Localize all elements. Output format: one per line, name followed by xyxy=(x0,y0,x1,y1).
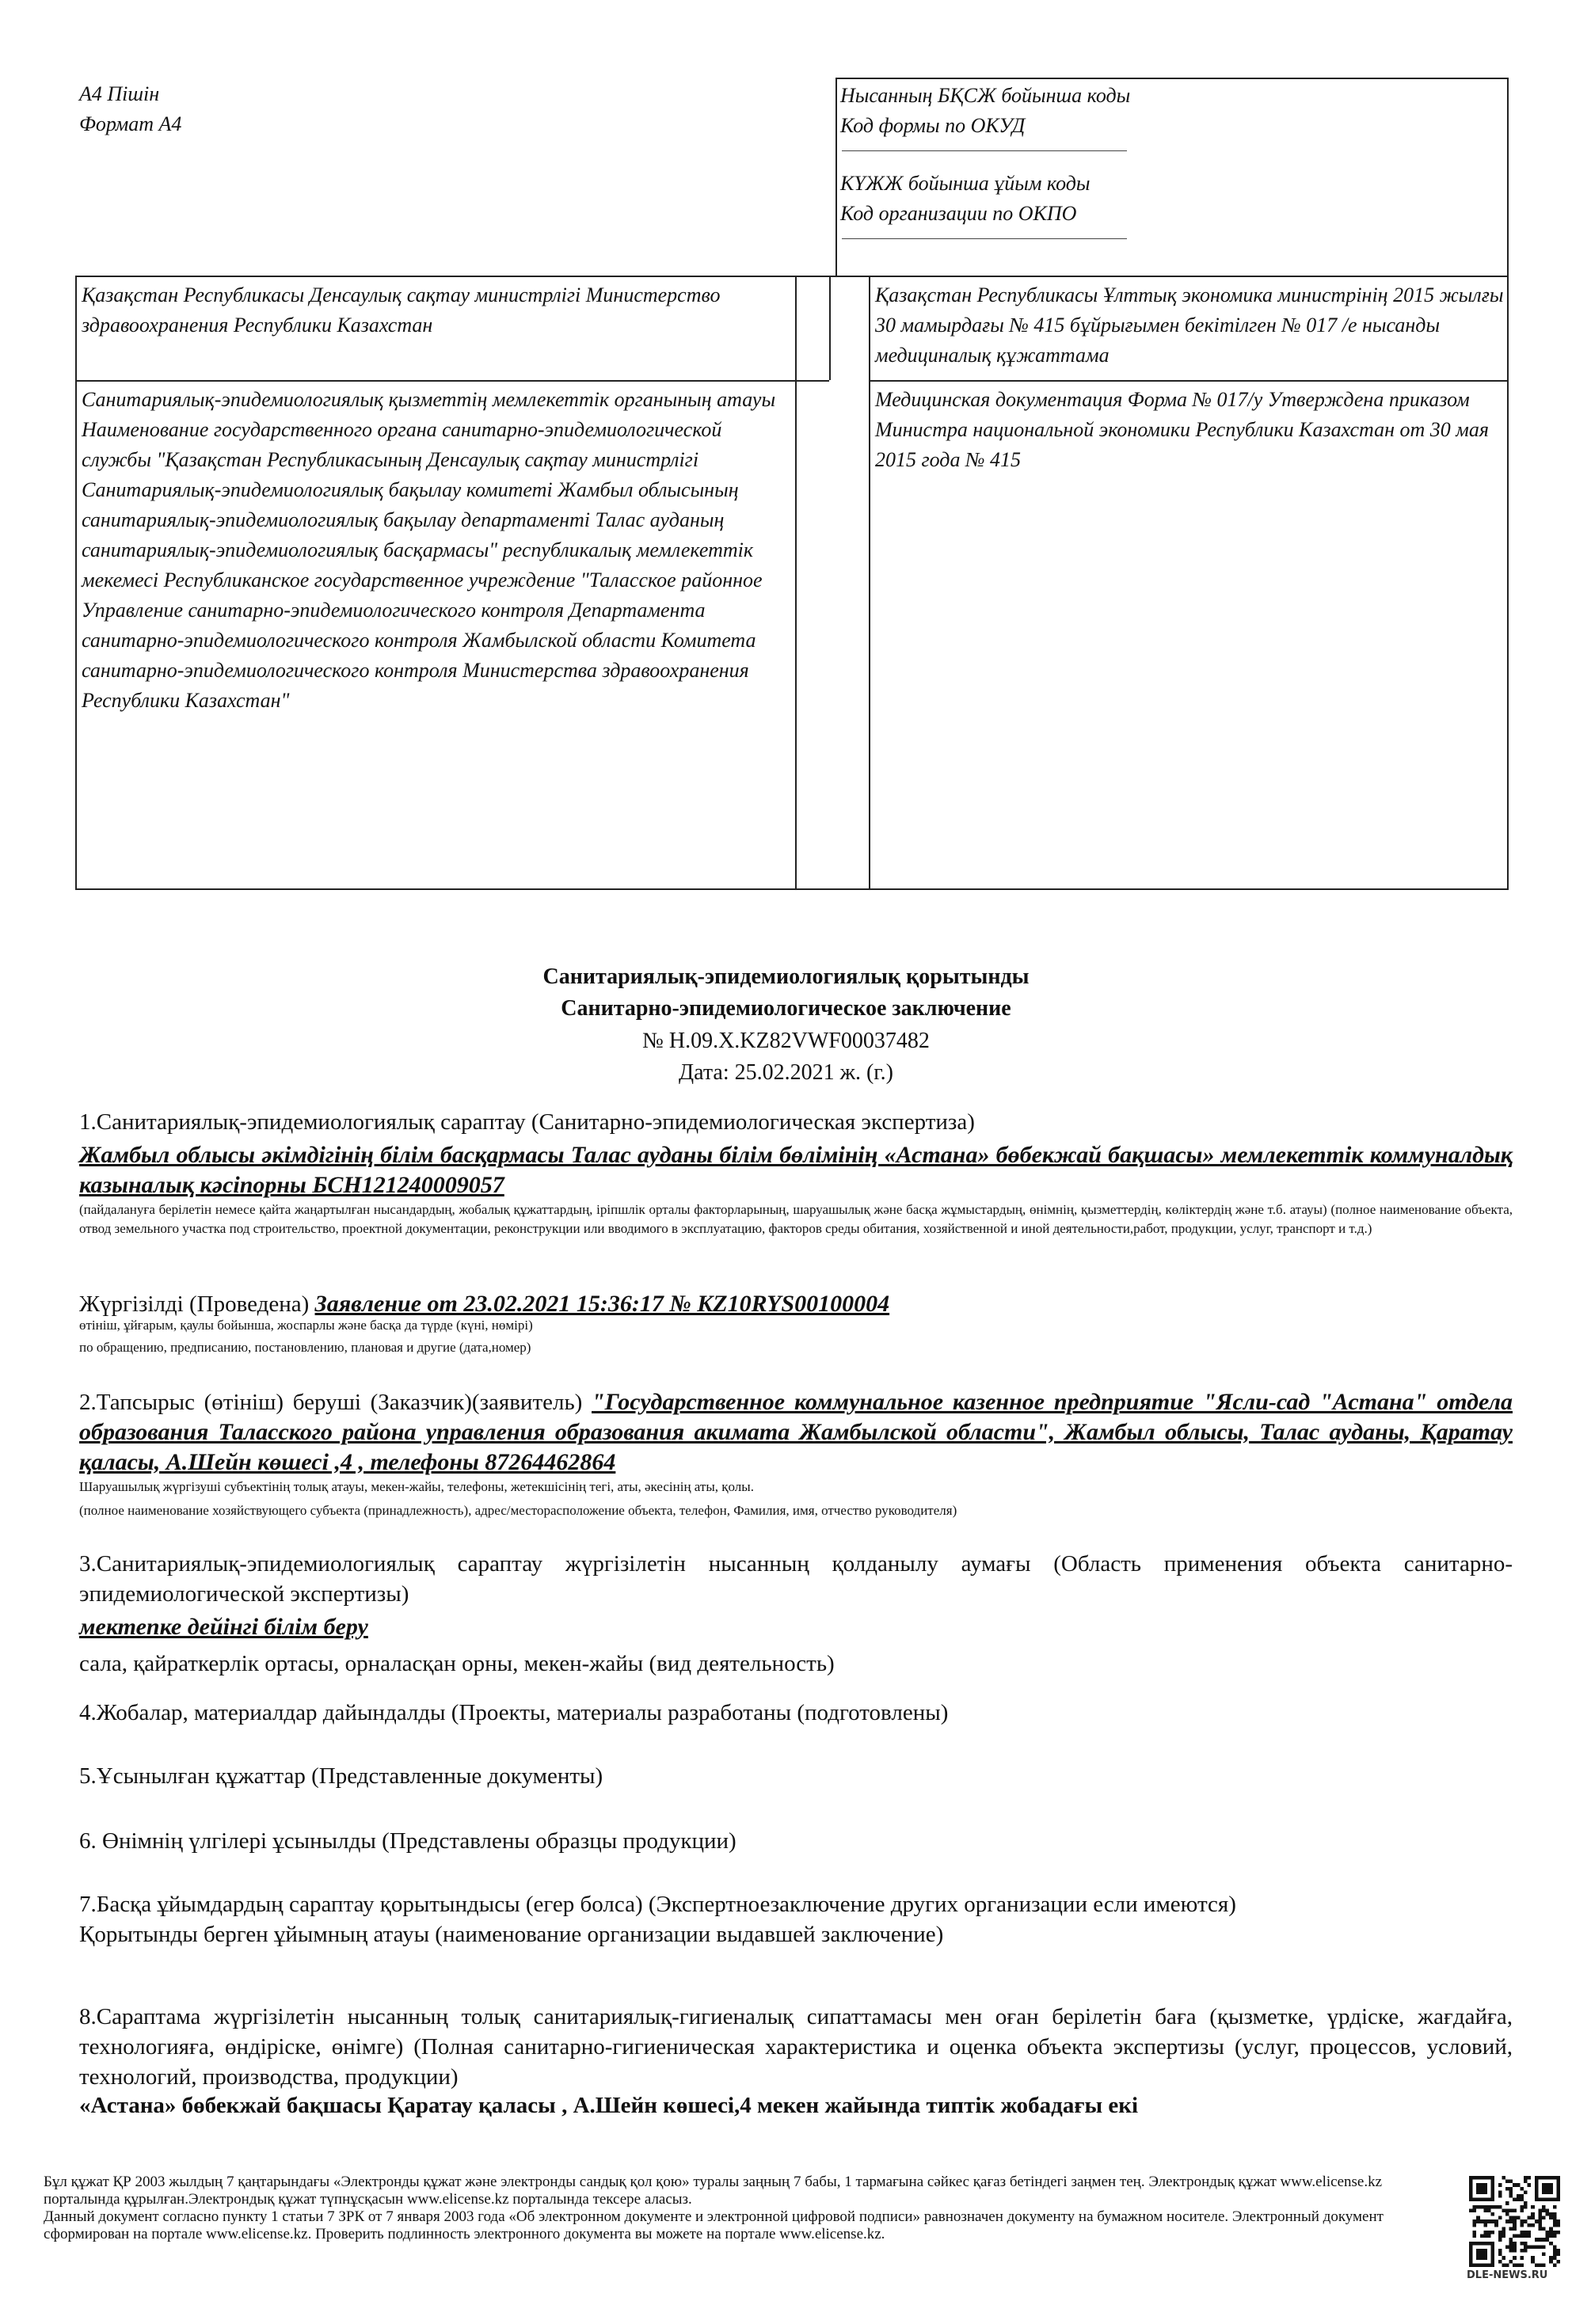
form-code-box xyxy=(835,78,1509,276)
section-5: 5.Ұсынылған құжаттар (Представленные документы) xyxy=(79,1763,603,1789)
section-2-note-ru: (полное наименование хозяйствующего субъекта (принадлежность), адрес/месторасположение объекта, телефон, Фамилия, имя, отчество руководителя) xyxy=(79,1503,957,1518)
okud-code-ru: Код формы по ОКУД xyxy=(840,114,1026,137)
grid-row-line-left xyxy=(77,380,829,382)
conducted-value: Заявление от 23.02.2021 15:36:17 № KZ10RYS00100004 xyxy=(314,1291,890,1317)
section-1-object: Жамбыл облысы әкімдігінің білім басқармасы Талас ауданы білім бөлімінің «Астана» бөбекжай бақшасы» мемлекеттік коммуналдық казыналық кәсіпорны БСН121240009057 xyxy=(79,1142,1513,1198)
form-format-kz: А4 Пішін xyxy=(79,82,160,105)
grid-divider-right xyxy=(869,277,870,888)
title-ru: Санитарно-эпидемиологическое заключение xyxy=(561,996,1011,1021)
okud-code-kz: Нысанның БҚСЖ бойынша коды xyxy=(840,84,1131,107)
approval-kz: Қазақстан Республикасы Ұлттық экономика министрінің 2015 жылғы 30 мамырдағы № 415 бұйрығымен бекітілген № 017 /е нысанды медициналық құжаттама xyxy=(875,283,1504,367)
header-grid xyxy=(75,276,1509,890)
section-1-note: (пайдалануға берілетін немесе қайта жаңартылған нысандардың, жобалық құжаттардың, іріпшлік орталы факторларының, шаруашылық және басқа жұмыстардың, өнімнің, қызметтердің, көліктердің және т.б. атауы) (полное наименование объекта, отвод земельного участка под строительство, проектной документации, реконструкции или вводимого в эксплуатацию, факторов среды обитания, хозяйственной и иной деятельности,работ, продукции, услуг, транспорт и т.д.) xyxy=(79,1202,1513,1236)
okpo-code-blank xyxy=(842,229,1127,239)
conclusion-date: Дата: 25.02.2021 ж. (г.) xyxy=(679,1060,893,1085)
ministry-name: Қазақстан Республикасы Денсаулық сақтау министрлігі Министерство здравоохранения Республики Казахстан xyxy=(82,283,721,337)
section-2-customer: "Государственное коммунальное казенное предприятие "Ясли-сад "Астана" отдела образования Таласского района управления образования акимата Жамбылской области", Жамбыл облысы, Талас ауданы, Қаратау қаласы, А.Шейн көшесі ,4 , телефоны 87264462864 xyxy=(79,1389,1513,1475)
footer xyxy=(44,2174,1453,2243)
conducted-note-ru: по обращению, предписанию, постановлению, плановая и другие (дата,номер) xyxy=(79,1340,531,1355)
okpo-code-kz: КҮЖЖ бойынша ұйым коды xyxy=(840,172,1091,195)
section-4: 4.Жобалар, материалдар дайындалды (Проекты, материалы разработаны (подготовлены) xyxy=(79,1700,949,1725)
section-3-note: сала, қайраткерлік ортасы, орналасқан орны, мекен-жайы (вид деятельность) xyxy=(79,1651,835,1676)
section-2 xyxy=(79,1387,1513,1478)
conducted-note-kz: өтініш, ұйғарым, қаулы бойынша, жоспарлы және басқа да түрде (күні, нөмірі) xyxy=(79,1318,533,1333)
form-format-label xyxy=(79,79,181,139)
section-8-heading: 8.Сараптама жүргізілетін нысанның толық санитариялық-гигиеналық сипаттамасы мен оған берілетін баға (қызметке, үрдіске, жағдайға, технологияға, өндіріске, өнімге) (Полная санитарно-гигиеническая характеристика и оценка объекта экспертизы (услуг, процессов, условий, технологий, производства, продукции) xyxy=(79,2004,1513,2090)
okpo-code-ru: Код организации по ОКПО xyxy=(840,202,1077,225)
approval-ru: Медицинская документация Форма № 017/у Утверждена приказом Министра национальной экономики Республики Казахстан от 30 мая 2015 года № 415 xyxy=(875,388,1489,471)
section-2-heading: 2.Тапсырыс (өтініш) беруші (Заказчик)(заявитель) xyxy=(79,1390,583,1415)
title-kz: Санитариялық-эпидемиологиялық қорытынды xyxy=(542,964,1030,989)
section-8-value: «Астана» бөбекжай бақшасы Қаратау қаласы , А.Шейн көшесі,4 мекен жайында типтік жобадағы екі xyxy=(79,2093,1139,2118)
form-format-ru: Формат А4 xyxy=(79,112,182,135)
conducted-line xyxy=(79,1289,1513,1319)
section-3-value: мектепке дейінгі білім беру xyxy=(79,1614,368,1640)
grid-divider-main xyxy=(795,277,797,888)
section-7-line2: Қорытынды берген ұйымның атауы (наименование организации выдавшей заключение) xyxy=(79,1922,944,1947)
authority-name: Санитариялық-эпидемиологиялық қызметтің мемлекеттік органының атауы Наименование государственного органа санитарно-эпидемиологической службы "Қазақстан Республикасының Денсаулық сақтау министрлігі Санитариялық-эпидемиологиялық бақылау комитеті Жамбыл облысының санитариялық-эпидемиологиялық бақылау департаменті Талас ауданың санитариялық-эпидемиологиялық басқармасы" республикалық мемлекеттік мекемесі Республиканское государственное учреждение "Таласское районное Управление санитарно-эпидемиологического контроля Департамента санитарно-эпидемиологического контроля Жамбылской области Комитета санитарно-эпидемиологического контроля Министерства здравоохранения Республики Казахстан" xyxy=(82,388,776,712)
okud-code-blank xyxy=(842,141,1127,151)
section-6: 6. Өнімнің үлгілері ұсынылды (Представлены образцы продукции) xyxy=(79,1828,737,1854)
qr-caption: DLE-NEWS.RU xyxy=(1467,2269,1548,2281)
conclusion-number: № H.09.X.KZ82VWF00037482 xyxy=(642,1029,930,1053)
footer-ru: Данный документ согласно пункту 1 статьи 7 ЗРК от 7 января 2003 года «Об электронном документе и электронной цифровой подписи» равнозначен документу на бумажном носителе. Электронный документ сформирован на портале www.elicense.kz. Проверить подлинность электронного документа вы можете на портале www.elicense.kz. xyxy=(44,2208,1384,2242)
grid-divider-small xyxy=(829,277,831,380)
footer-kz: Бұл құжат ҚР 2003 жылдың 7 қаңтарындағы «Электронды құжат және электронды сандық қол қою» туралы заңның 7 бабы, 1 тармағына сәйкес қағаз бетіндегі заңмен тең. Электрондық құжат www.elicense.kz порталында құрылған.Электрондық құжат түпнұсқасын www.elicense.kz порталында тексере аласыз. xyxy=(44,2174,1383,2208)
section-2-note-kz: Шаруашылық жүргізуші субъектінің толық атауы, мекен-жайы, телефоны, жетекшісінің тегі, аты, әкесінің аты, қолы. xyxy=(79,1479,754,1494)
section-7-line1: 7.Басқа ұйымдардың сараптау қорытындысы (егер болса) (Экспертноезаключение других организации если имеются) xyxy=(79,1892,1236,1917)
section-1-heading: 1.Санитариялық-эпидемиологиялық сараптау (Санитарно-эпидемиологическая экспертиза) xyxy=(79,1109,975,1135)
section-3-heading: 3.Санитариялық-эпидемиологиялық сараптау жүргізілетін нысанның қолданылу аумағы (Область применения объекта санитарно-эпидемиологической экспертизы) xyxy=(79,1551,1513,1607)
qr-code-icon xyxy=(1469,2176,1560,2267)
conducted-label: Жүргізілді (Проведена) xyxy=(79,1291,310,1317)
grid-row-line-right xyxy=(869,380,1507,382)
